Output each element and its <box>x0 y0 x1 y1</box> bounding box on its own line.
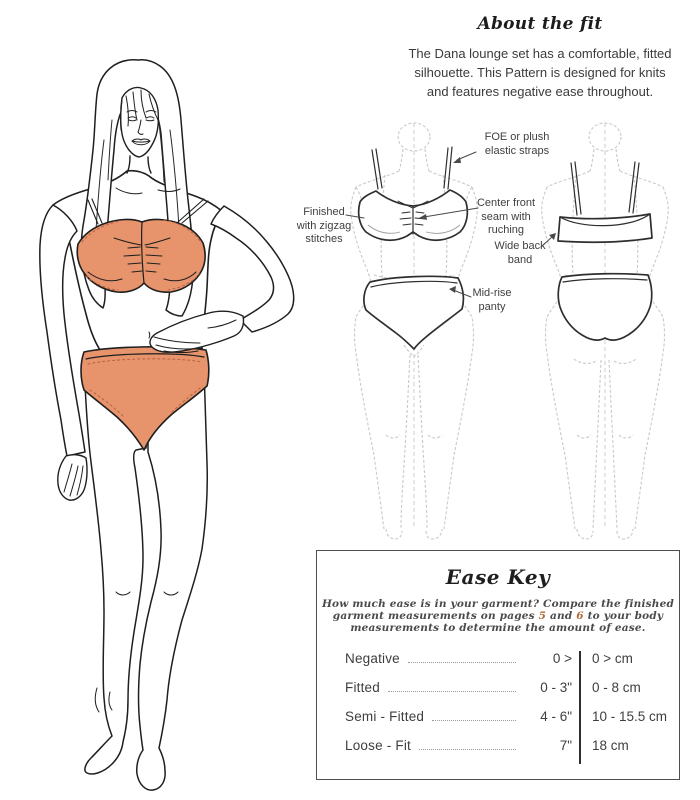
dotted-leader <box>408 662 516 663</box>
back-band-flat <box>558 214 652 242</box>
ease-row-label: Semi - Fitted <box>345 709 425 724</box>
about-text-line: The Dana lounge set has a comfortable, fitted <box>408 46 672 61</box>
ease-row-inches: 4 - 6" <box>540 709 572 724</box>
ease-key-table <box>317 645 679 761</box>
annotation-mid-rise-panty: Mid-rise panty <box>472 287 512 313</box>
ease-row-label: Negative <box>345 651 400 666</box>
ease-row-cm: 10 - 15.5 cm <box>592 709 668 724</box>
dotted-leader <box>388 691 516 692</box>
ease-row-inches: 0 - 3" <box>540 680 572 695</box>
ease-row-cm: 0 > cm <box>592 651 633 666</box>
front-panty-flat <box>364 276 463 349</box>
table-row <box>317 674 679 703</box>
page-number-5: 5 <box>538 610 547 622</box>
dotted-leader <box>419 749 516 750</box>
annotation-center-front-seam: Center front seam with ruching <box>476 197 536 236</box>
ease-key-intro: How much ease is in your garment? Compare the finished garment measurements on pages 5 and 6 to your body measurements to determine the amount of ease. <box>321 598 675 634</box>
back-panty-flat <box>558 274 651 340</box>
ease-row-inches: 0 > <box>552 651 572 666</box>
about-the-fit-section <box>380 14 700 101</box>
ease-row-label: Loose - Fit <box>345 738 411 753</box>
ease-row-label: Fitted <box>345 680 380 695</box>
dotted-leader <box>432 720 516 721</box>
technical-flats <box>290 105 700 545</box>
about-text-line: silhouette. This Pattern is designed for knits <box>414 65 666 80</box>
left-hand <box>58 455 87 500</box>
table-row <box>317 645 679 674</box>
ease-key-panel <box>316 550 680 780</box>
annotation-finished-zigzag: Finished with zigzag stitches <box>296 206 352 245</box>
ease-row-inches: 7" <box>559 738 572 753</box>
ease-row-cm: 0 - 8 cm <box>592 680 641 695</box>
ease-key-title: Ease Key <box>445 565 551 589</box>
fashion-illustration <box>0 0 320 800</box>
about-text-line: and features negative ease throughout. <box>426 84 654 99</box>
table-row <box>317 703 679 732</box>
table-row <box>317 732 679 761</box>
ease-row-cm: 18 cm <box>592 738 629 753</box>
annotation-foe-straps: FOE or plush elastic straps <box>484 131 550 157</box>
about-title: About the fit <box>477 14 603 34</box>
annotation-wide-back-band: Wide back band <box>494 240 546 266</box>
back-garments <box>558 214 652 340</box>
page-number-6: 6 <box>576 610 584 622</box>
